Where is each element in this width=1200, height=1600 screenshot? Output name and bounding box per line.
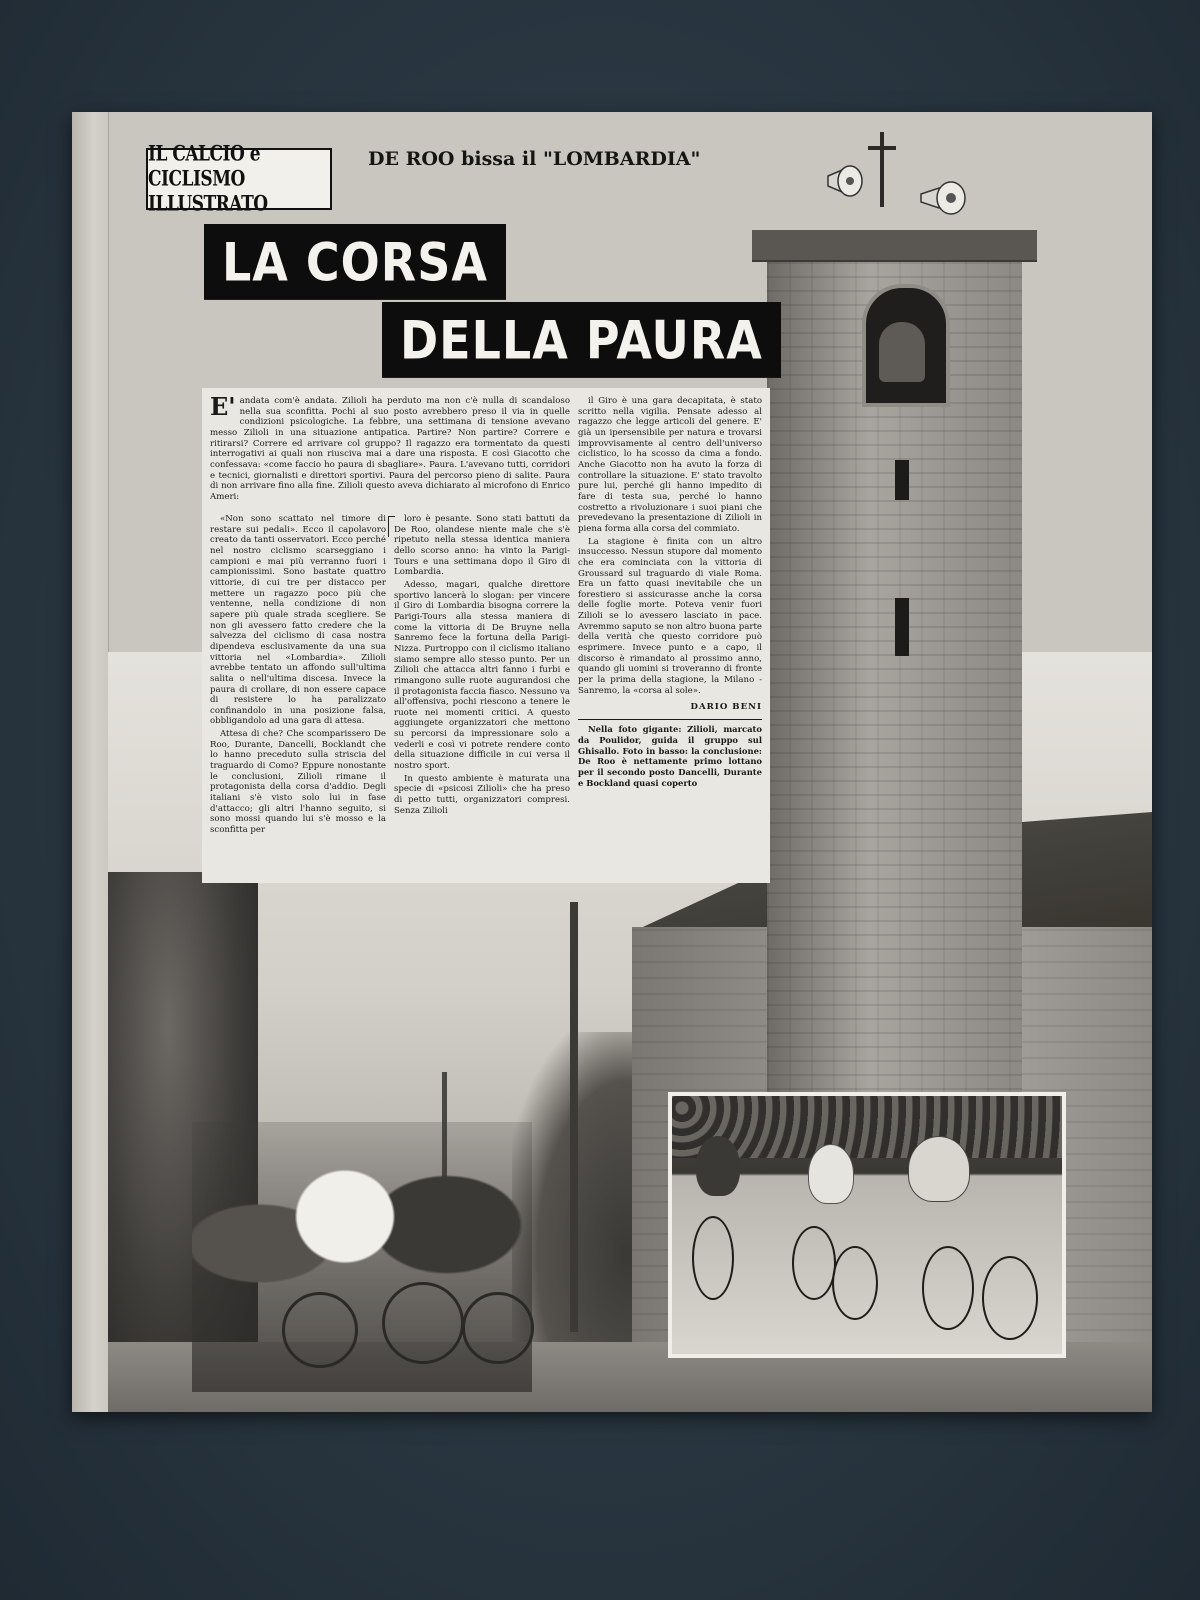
article-paragraph: «Non sono scattato nel timore di restare sui pedali». Ecco il capolavoro creato da tanti osservatori. Ecco perché nel nostro ciclismo scarseggiano i campioni e mai più verranno fuori i campionissimi. Sono bastate quattro vittorie, di cui tre per distacco per mettere un ragazzo poco più che ventenne, nella condizione di non sapere più quale strada scegliere. Se non gli avessero fatto credere che la salvezza del ciclismo di casa nostra dipendeva esclusivamente da una sua vittoria nel «Lombardia». Zilioli avrebbe tentato un affondo sull'ultima salita o nell'ultima discesa. Invece la paura di crollare, di non essere capace di resistere lo ha paralizzato confinandolo in una posizione falsa, obbligandolo ad una gara di attesa.: [210, 514, 386, 727]
headline-line-2: DELLA PAURA: [382, 302, 781, 378]
bicycle-wheel: [982, 1256, 1038, 1340]
loudspeaker-icon: [824, 164, 866, 198]
bicycle-wheel: [282, 1292, 358, 1368]
utility-pole: [570, 902, 578, 1332]
bicycle-wheel: [922, 1246, 974, 1330]
loudspeaker-icon: [917, 180, 969, 216]
cyclists-group-photo: [192, 1122, 532, 1392]
article-paragraph: Adesso, magari, qualche direttore sportivo lancerà lo slogan: per vincere il Giro di Lombardia bisogna correre la Parigi-Tours alla stessa maniera di come la vittoria di De Bruyne nella Sanremo fece la fortuna della Parigi-Nizza. Purtroppo con il ciclismo italiano siamo sempre allo stesso punto. Per un Zilioli che attacca altri fanno i furbi e rimangono sulle ruote augurandosi che il protagonista faccia fiasco. Nessuno va all'offensiva, pochi riescono a tenere le ruote nei momenti critici. A questo aggiungete organizzatori che mettono su percorsi da impressionare solo a vederli e così vi potrete rendere conto della situazione difficile in cui versa il nostro sport.: [394, 579, 570, 772]
article-paragraph: loro è pesante. Sono stati battuti da De Roo, olandese niente male che s'è ripetuto nella stessa identica maniera dello scorso anno: ha vinto la Parigi-Tours e una settimana dopo il Giro di Lombardia.: [394, 514, 570, 578]
headline-line-1: LA CORSA: [204, 224, 506, 300]
bicycle-wheel: [832, 1246, 878, 1320]
article-text-box: [202, 388, 770, 883]
bicycle-wheel: [792, 1226, 836, 1300]
article-column-2: [394, 514, 570, 874]
inset-rider: [696, 1136, 740, 1196]
bell-icon: [879, 322, 925, 382]
bicycle-wheel: [382, 1282, 464, 1364]
drop-cap: E': [210, 392, 236, 421]
photo-caption: Nella foto gigante: Zilioli, marcato da Poulidor, guida il gruppo sul Ghisallo. Foto in basso: la conclusione: De Roo è nettamente primo lottano per il secondo posto Dancelli, Durante e Bockland quasi coperto: [578, 724, 762, 788]
kicker-headline: DE ROO bissa il "LOMBARDIA": [368, 148, 701, 170]
bicycle-wheel: [462, 1292, 534, 1364]
article-lead-text: andata com'è andata. Zilioli ha perduto ma non c'è nulla di scandaloso nella sua sconfitta. Pochi al suo posto avrebbero preso il via in quelle condizioni psicologiche. La febbre, una settimana di tensione avevano messo Zilioli in una situazione antipatica. Partire? Non partire? Correre e ritirarsi? Correre ed arrivare col gruppo? Il ragazzo era tormentato da questi interrogativi ai quali non riusciva mai a dare una risposta. E così Giacotto che confessava: «come faccio ho paura di sbagliare». Paura. L'avevano tutti, corridori e tecnici, giornalisti e direttori sportivi. Paura del percorso pieno di salite. Paura di non arrivare fino alla fine. Zilioli questo aveva dichiarato al microfono di Enrico Ameri:: [210, 396, 570, 502]
magazine-page: [72, 112, 1152, 1412]
cross-icon: [862, 132, 902, 207]
article-paragraph: Attesa di che? Che scomparissero De Roo, Durante, Dancelli, Bocklandt che lo hanno preceduto sulla striscia del traguardo di Como? Eppure nonostante le conclusioni, Zilioli rimane il protagonista della corsa d'addio. Degli italiani s'è visto solo lui in fase d'attacco; gli altri l'hanno seguito, si sono mossi quando lui s'è mosso e la sconfitta per: [210, 729, 386, 836]
bicycle-wheel: [692, 1216, 734, 1300]
article-paragraph: La stagione è finita con un altro insuccesso. Nessun stupore dal momento che era cominciata con la vittoria di Groussard sul traguardo di viale Roma. Era un fatto quasi inevitabile che un forestiero si assicurasse anche la corsa delle foglie morte. Poteva venir fuori Zilioli se lo avessero lasciato in pace. Avremmo saputo se non altro buona parte della verità che questo corridore può esprimere. Invece punto e a capo, il discorso è rimandato al prossimo anno, quando gli uomini si troveranno di fronte per la prima della stagione, la Milano - Sanremo, la «corsa al sole».: [578, 536, 762, 696]
page-spine-edge: [72, 112, 109, 1412]
article-lead-column: [210, 392, 570, 505]
article-paragraph: il Giro è una gara decapitata, è stato scritto nella vigilia. Pensate adesso al ragazzo che legge articoli del genere. E' già un ipersensibile per natura e trovarsi improvvisamente al centro dell'universo ciclistico, lo ha scosso da cima a fondo. Anche Giacotto non ha avuto la forza di controllare la situazione. E' stato travolto pure lui, perché gli hanno impedito di fare di testa sua, perché lo hanno costretto a rivoluzionare i suoi piani che prevedevano la presentazione di Zilioli in piena forma alla corsa del commiato.: [578, 396, 762, 534]
article-paragraph: In questo ambiente è maturata una specie di «psicosi Zilioli» che ha preso di petto tutti, organizzatori compresi. Senza Zilioli: [394, 773, 570, 816]
finish-sprint-inset-photo: [668, 1092, 1066, 1358]
tower-window: [895, 460, 909, 500]
author-byline: DARIO BENI: [690, 702, 762, 713]
masthead-logo: [146, 141, 332, 217]
inset-rider: [908, 1136, 970, 1202]
bell-tower-cornice: [752, 230, 1037, 262]
masthead-logo-text: IL CALCIO e CICLISMO ILLUSTRATO: [148, 141, 268, 217]
article-column-3: [578, 396, 762, 874]
tower-window: [895, 598, 909, 656]
article-lead: [210, 392, 570, 503]
article-column-1: [210, 514, 386, 874]
inset-rider: [808, 1144, 854, 1204]
caption-divider: [578, 719, 762, 720]
